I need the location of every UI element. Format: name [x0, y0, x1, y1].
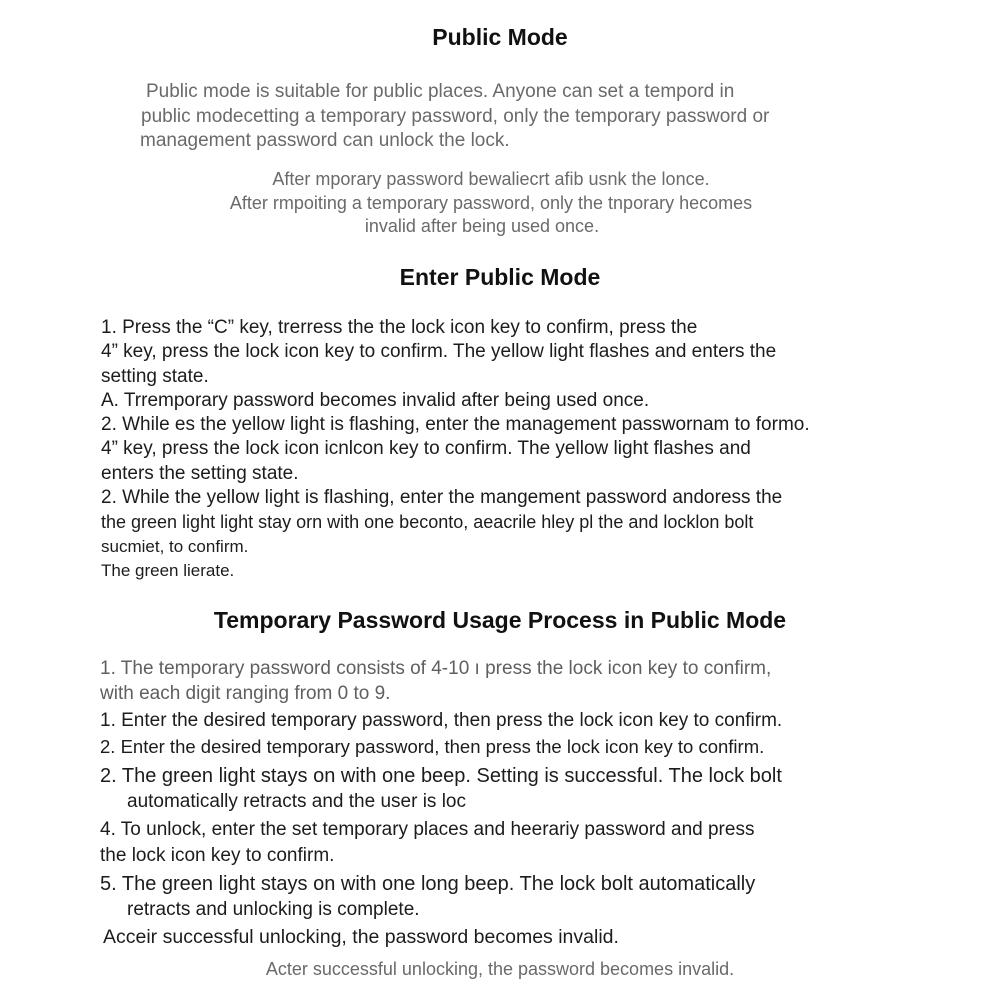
enter-public-mode-steps — [101, 316, 810, 583]
step-line: sucmiet, to confirm. — [101, 536, 249, 556]
step-line: the lock icon key to confirm. — [100, 845, 335, 866]
intro-note-line: After rmpoiting a temporary password, only the tnporary hecomes — [229, 192, 753, 213]
section-heading-enter-public-mode: Enter Public Mode — [399, 264, 601, 290]
step-line: with each digit ranging from 0 to 9. — [100, 683, 391, 704]
step-line: the green light light stay orn with one beconto, aeacrile hley pl the and locklon bolt — [101, 512, 754, 533]
intro-line: Public mode is suitable for public places. Anyone can set a tempord in — [146, 81, 735, 102]
step-line: setting state. — [101, 365, 209, 387]
step-line: 2. While es the yellow light is flashing, enter the management passwornam to formo. — [101, 414, 810, 436]
intro-line: public modecetting a temporary password, only the temporary password or — [141, 105, 770, 127]
step-line: 5. The green light stays on with one long beep. The lock bolt automatically — [100, 873, 756, 895]
step-line: 4. To unlock, enter the set temporary places and heerariy password and press — [100, 819, 755, 840]
step-line: 1. Press the “C” key, trerress the the lock icon key to confirm, press the — [101, 317, 698, 338]
temporary-password-steps — [100, 656, 782, 950]
step-line: 1. The temporary password consists of 4-10 ı press the lock icon key to confirm, — [100, 658, 772, 679]
step-line: 1. Enter the desired temporary password, then press the lock icon key to confirm. — [100, 710, 783, 731]
step-line: A. Trremporary password becomes invalid after being used once. — [101, 389, 650, 411]
intro-paragraph — [140, 80, 769, 154]
step-line: 2. The green light stays on with one beep. Setting is successful. The lock bolt — [100, 765, 782, 787]
step-line: 4” key, press the lock icon icnlcon key to confirm. The yellow light flashes and — [101, 438, 751, 460]
intro-note — [0, 168, 1000, 239]
section-heading-temporary-password: Temporary Password Usage Process in Public Mode — [213, 607, 787, 633]
step-line: Acceir successful unlocking, the password becomes invalid. — [103, 926, 619, 948]
step-line: 2. While the yellow light is flashing, enter the mangement password andoress the — [101, 487, 783, 509]
step-line: retracts and unlocking is complete. — [127, 899, 420, 920]
step-line: automatically retracts and the user is loc — [127, 791, 466, 812]
step-line: 4” key, press the lock icon key to confirm. The yellow light flashes and enters the — [101, 341, 777, 363]
intro-line: management password can unlock the lock. — [140, 130, 510, 151]
footer-note: Acter successful unlocking, the password becomes invalid. — [265, 959, 735, 979]
intro-note-line: After mporary password bewaliecrt afib usnk the lonce. — [272, 169, 710, 189]
step-line: The green lierate. — [101, 560, 235, 580]
intro-note-line: invalid after being used once. — [364, 216, 600, 236]
step-line: 2. Enter the desired temporary password, then press the lock icon key to confirm. — [100, 736, 765, 757]
page-title: Public Mode — [432, 24, 568, 50]
step-line: enters the setting state. — [101, 462, 299, 484]
